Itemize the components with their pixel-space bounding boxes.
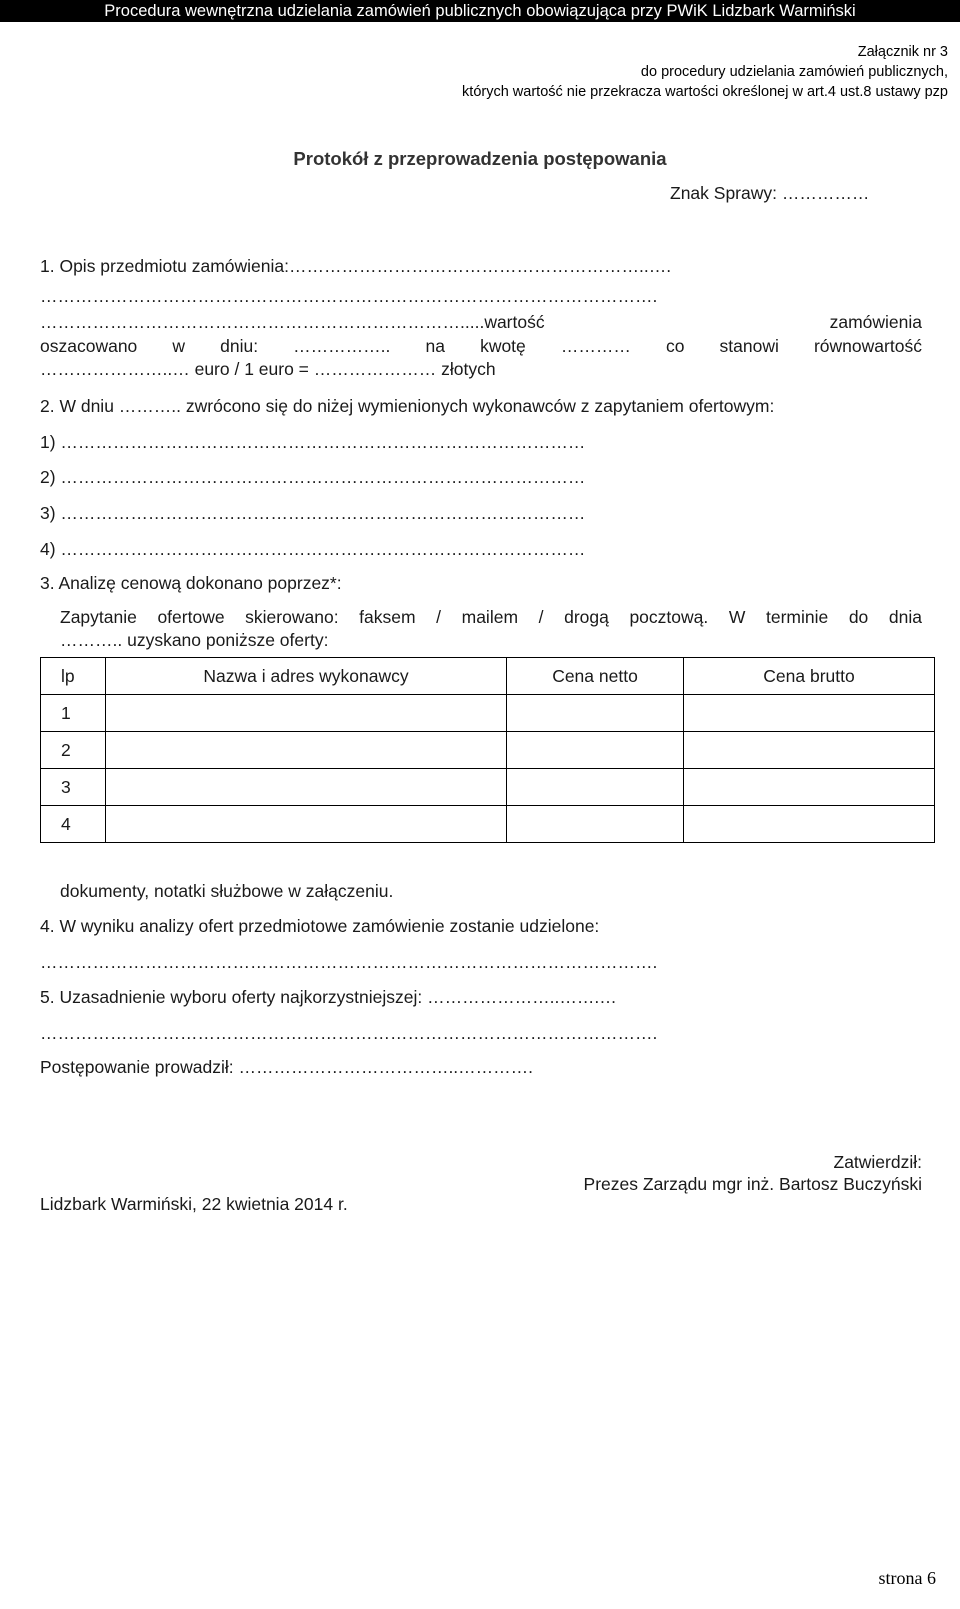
running-header: Procedura wewnętrzna udzielania zamówień publicznych obowiązująca przy PWiK Lidzbark Warmiński — [104, 2, 856, 20]
row-number: 1 — [41, 695, 106, 732]
column-header-net-price: Cena netto — [507, 658, 684, 695]
cell-gross-price — [684, 769, 935, 806]
section-3-sent-line — [60, 605, 922, 629]
word: pocztową. — [629, 607, 709, 627]
word: stanowi — [719, 336, 779, 356]
table-header-row — [41, 658, 935, 695]
word: terminie — [765, 607, 829, 627]
cell-name — [106, 806, 507, 843]
column-header-lp: lp — [41, 658, 106, 695]
word: / — [436, 607, 442, 627]
section-1-line-2: ……………………………………………………………………………………………. — [40, 286, 658, 306]
cell-net-price — [507, 695, 684, 732]
section-1-line-4 — [40, 334, 922, 358]
word: W — [728, 607, 746, 627]
approver-name: Prezes Zarządu mgr inż. Bartosz Buczyński — [583, 1174, 922, 1194]
word: na — [425, 336, 445, 356]
section-2-heading: 2. W dniu ……….. zwrócono się do niżej wymienionych wykonawców z zapytaniem ofertowym: — [40, 396, 775, 416]
section-1-heading: 1. Opis przedmiotu zamówienia:……………………………………………………..…. — [40, 256, 672, 276]
date-blank: …………….. — [293, 336, 391, 356]
table-row — [41, 695, 935, 732]
word: ofertowe — [157, 607, 225, 627]
section-1-line-3 — [40, 310, 922, 334]
word: oszacowano — [40, 336, 138, 356]
section-1-line-5: …………………..… euro / 1 euro = ………………… złotych — [40, 359, 496, 379]
section-3-received-line: ……….. uzyskano poniższe oferty: — [60, 630, 329, 650]
cell-net-price — [507, 769, 684, 806]
document-title: Protokół z przeprowadzenia postępowania — [293, 148, 667, 169]
word: drogą — [564, 607, 609, 627]
column-header-name: Nazwa i adres wykonawcy — [106, 658, 507, 695]
word: równowartość — [813, 336, 922, 356]
cell-net-price — [507, 732, 684, 769]
word: w — [172, 336, 186, 356]
word: dnia — [888, 607, 922, 627]
word: do — [848, 607, 869, 627]
word: kwotę — [480, 336, 526, 356]
word: skierowano: — [245, 607, 339, 627]
offers-table — [40, 657, 935, 843]
section-3-heading: 3. Analizę cenową dokonano poprzez*: — [40, 573, 342, 593]
attachments-note: dokumenty, notatki służbowe w załączeniu. — [60, 881, 394, 901]
annex-line-2: do procedury udzielania zamówień publicznych, — [640, 64, 948, 80]
page-number: strona 6 — [878, 1568, 936, 1588]
word: dniu: — [220, 336, 259, 356]
contractor-item-1: 1) ……………………………………………………………………………… — [40, 432, 586, 452]
value-label: wartość — [484, 312, 545, 332]
table-row — [41, 732, 935, 769]
word: Zapytanie — [60, 607, 137, 627]
conducted-by: Postępowanie prowadził: ………………………………..…………. — [40, 1057, 534, 1077]
word: co — [665, 336, 685, 356]
cell-name — [106, 769, 507, 806]
approval-label: Zatwierdził: — [833, 1152, 922, 1172]
row-number: 3 — [41, 769, 106, 806]
place-date: Lidzbark Warmiński, 22 kwietnia 2014 r. — [40, 1194, 348, 1214]
section-5-line-2: ……………………………………………………………………………………………. — [40, 1023, 658, 1043]
section-4-line-2: ……………………………………………………………………………………………. — [40, 952, 658, 972]
cell-gross-price — [684, 806, 935, 843]
cell-gross-price — [684, 695, 935, 732]
case-number: Znak Sprawy: …………… — [670, 183, 870, 203]
word: mailem — [461, 607, 519, 627]
contractor-item-3: 3) ……………………………………………………………………………… — [40, 503, 586, 523]
annex-line-1: Załącznik nr 3 — [857, 44, 948, 60]
word: / — [538, 607, 544, 627]
word: faksem — [359, 607, 416, 627]
contractor-item-2: 2) ……………………………………………………………………………… — [40, 467, 586, 487]
dots: ………………………………………………………………..... — [40, 312, 485, 332]
contractor-item-4: 4) ……………………………………………………………………………… — [40, 539, 586, 559]
table-row — [41, 769, 935, 806]
amount-blank: ………… — [560, 336, 631, 356]
row-number: 2 — [41, 732, 106, 769]
column-header-gross-price: Cena brutto — [684, 658, 935, 695]
cell-net-price — [507, 806, 684, 843]
section-4-heading: 4. W wyniku analizy ofert przedmiotowe zamówienie zostanie udzielone: — [40, 916, 600, 936]
cell-gross-price — [684, 732, 935, 769]
word: zamówienia — [829, 312, 922, 332]
cell-name — [106, 695, 507, 732]
cell-name — [106, 732, 507, 769]
row-number: 4 — [41, 806, 106, 843]
table-row — [41, 806, 935, 843]
section-5-heading: 5. Uzasadnienie wyboru oferty najkorzystniejszej: …………………..…….… — [40, 987, 617, 1007]
annex-line-3: których wartość nie przekracza wartości określonej w art.4 ust.8 ustawy pzp — [462, 84, 948, 100]
annex-note — [248, 42, 948, 102]
